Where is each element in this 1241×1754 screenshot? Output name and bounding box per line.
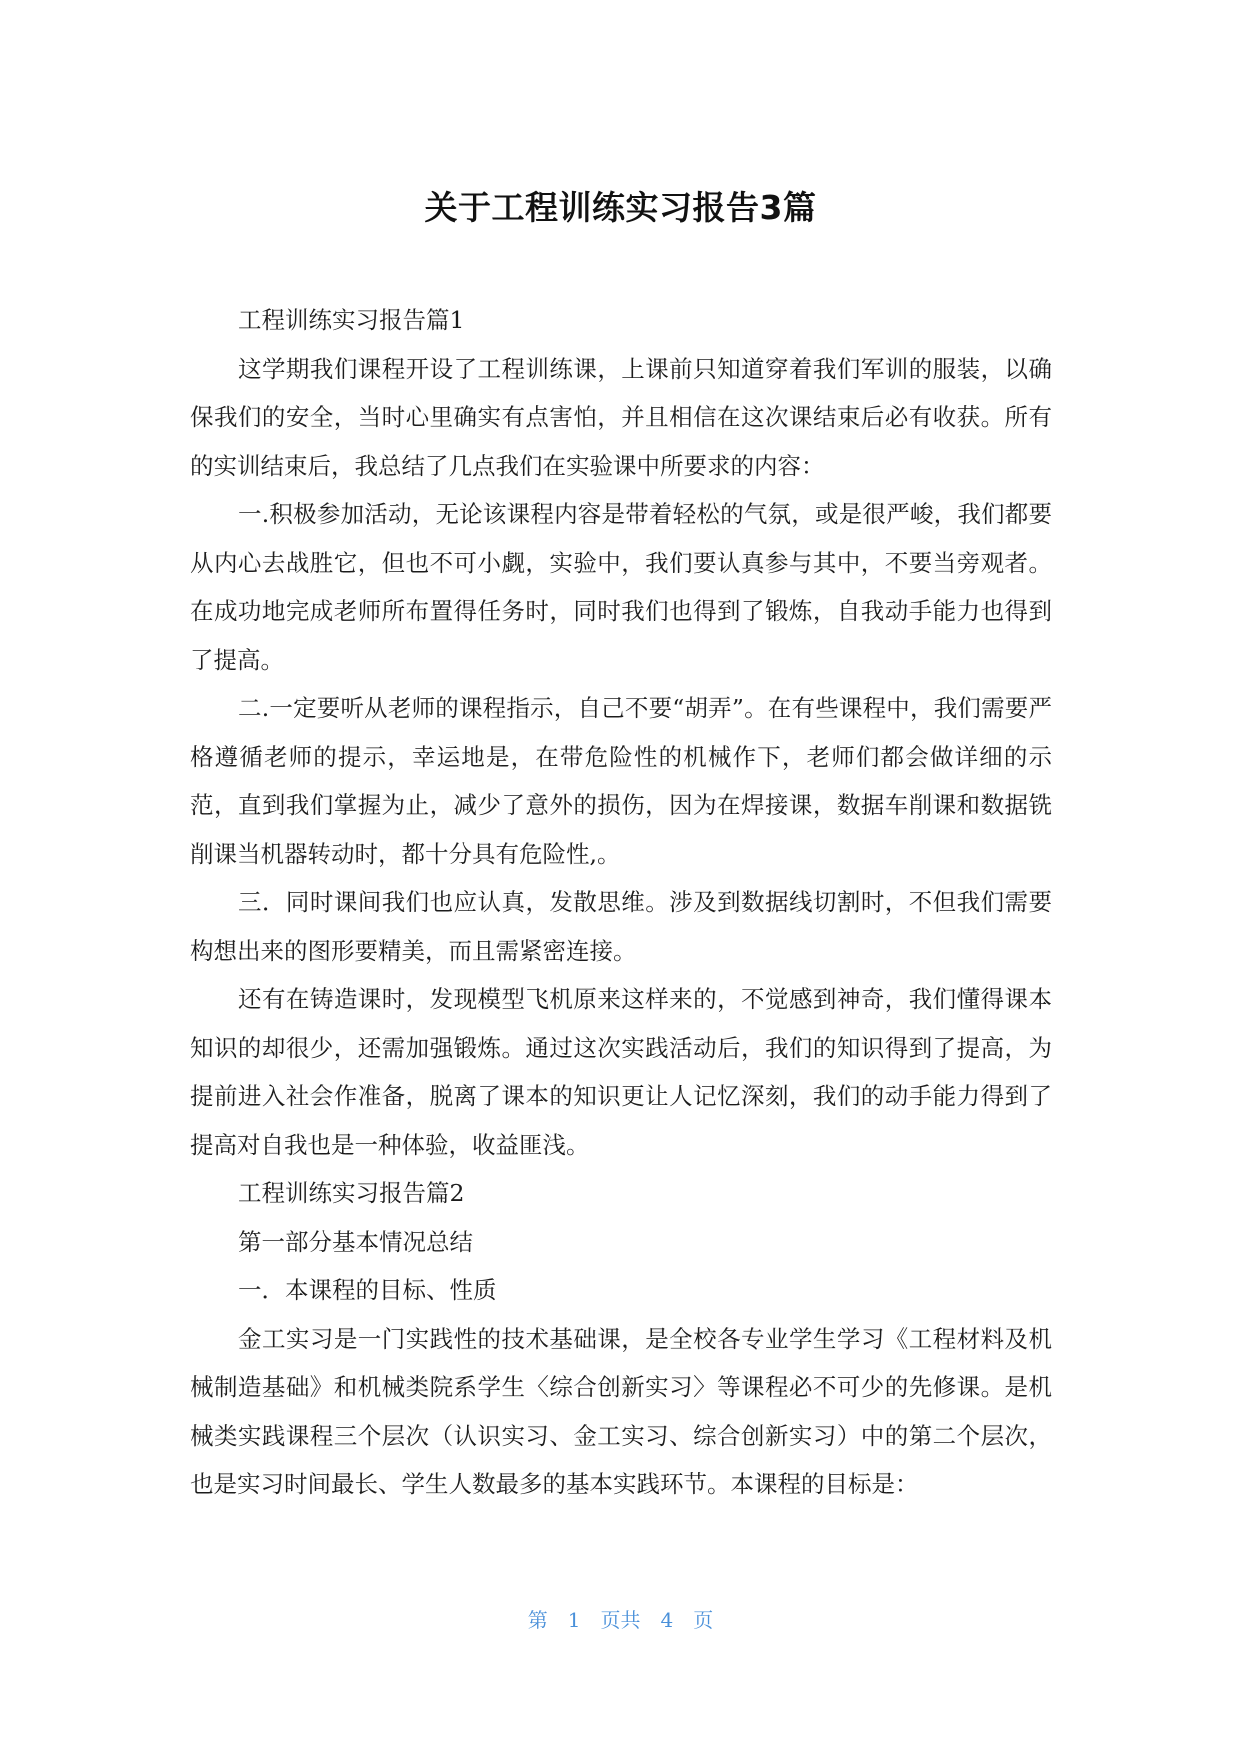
document-body (190, 296, 1052, 1509)
body-paragraph: 一.积极参加活动，无论该课程内容是带着轻松的气氛，或是很严峻，我们都要从内心去战胜它，但也不可小觑，实验中，我们要认真参与其中，不要当旁观者。在成功地完成老师所布置得任务时，同时我们也得到了锻炼，自我动手能力也得到了提高。 (190, 500, 1052, 674)
footer-total-unit: 页 (693, 1608, 714, 1632)
page-footer (0, 1606, 1241, 1634)
subsection-heading: 第一部分基本情况总结 (238, 1227, 473, 1256)
document-title: 关于工程训练实习报告3篇 (424, 188, 817, 227)
footer-page-label: 第 (527, 1608, 548, 1632)
footer-page-number: 1 (567, 1608, 581, 1632)
section-heading: 工程训练实习报告篇2 (238, 1179, 465, 1207)
footer-total-pages: 4 (660, 1608, 674, 1632)
section-heading: 工程训练实习报告篇1 (238, 306, 465, 334)
body-paragraph: 金工实习是一门实践性的技术基础课，是全校各专业学生学习《工程材料及机械制造基础》和机械类院系学生〈综合创新实习〉等课程必不可少的先修课。是机械类实践课程三个层次（认识实习、金工实习、综合创新实习）中的第二个层次，也是实习时间最长、学生人数最多的基本实践环节。本课程的目标是： (190, 1324, 1052, 1498)
body-paragraph: 还有在铸造课时，发现模型飞机原来这样来的，不觉感到神奇，我们懂得课本知识的却很少，还需加强锻炼。通过这次实践活动后，我们的知识得到了提高，为提前进入社会作准备，脱离了课本的知识更让人记忆深刻，我们的动手能力得到了提高对自我也是一种体验，收益匪浅。 (190, 985, 1052, 1159)
body-paragraph: 这学期我们课程开设了工程训练课，上课前只知道穿着我们军训的服装，以确保我们的安全，当时心里确实有点害怕，并且相信在这次课结束后必有收获。所有的实训结束后，我总结了几点我们在实验课中所要求的内容： (190, 354, 1052, 480)
body-paragraph: 三．同时课间我们也应认真，发散思维。涉及到数据线切割时，不但我们需要构想出来的图形要精美，而且需紧密连接。 (190, 888, 1052, 965)
subsection-heading: 一．本课程的目标、性质 (238, 1276, 497, 1304)
body-paragraph: 二.一定要听从老师的课程指示，自己不要“胡弄”。在有些课程中，我们需要严格遵循老师的提示，幸运地是，在带危险性的机械作下，老师们都会做详细的示范，直到我们掌握为止，减少了意外的损伤，因为在焊接课，数据车削课和数据铣削课当机器转动时，都十分具有危险性,。 (190, 694, 1052, 868)
footer-page-unit: 页共 (600, 1608, 641, 1632)
